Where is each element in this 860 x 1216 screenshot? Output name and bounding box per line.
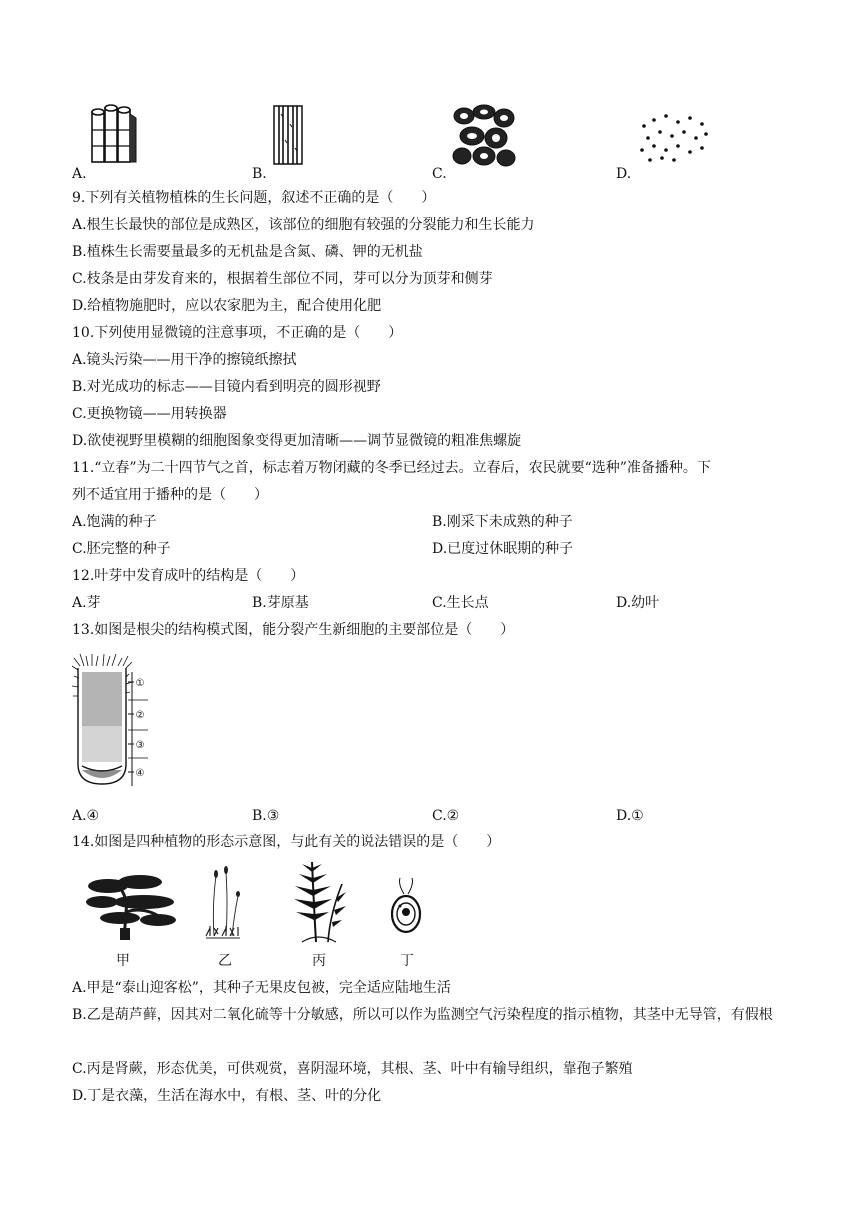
q12-option-a: A.芽: [72, 595, 101, 611]
q10-option-a: A.镜头污染——用干净的擦镜纸擦拭: [72, 352, 297, 368]
pine-tree-image: [84, 872, 180, 942]
q8-image-c: [450, 100, 520, 170]
q8-image-d: [636, 112, 710, 164]
q11-stem-line1: 11.“立春”为二十四节气之首，标志着万物闭藏的冬季已经过去。立春后，农民就要“选种”准备播种。下: [72, 460, 711, 476]
q9-option-a: A.根生长最快的部位是成熟区，该部位的细胞有较强的分裂能力和生长能力: [72, 217, 535, 233]
q13-option-a: A.④: [72, 808, 100, 824]
root-label-1: ①: [135, 678, 145, 689]
root-label-2: ②: [135, 710, 145, 721]
caption-bing: 丙: [312, 953, 326, 969]
q9-option-b: B.植株生长需要量最多的无机盐是含氮、磷、钾的无机盐: [72, 244, 423, 260]
q14-stem: 14.如图是四种植物的形态示意图，与此有关的说法错误的是（ ）: [72, 834, 501, 850]
q14-option-a: A.甲是“泰山迎客松”，其种子无果皮包被，完全适应陆地生活: [72, 980, 451, 996]
q12-option-b: B.芽原基: [252, 595, 309, 611]
q14-option-b: B.乙是葫芦藓，因其对二氧化硫等十分敏感，所以可以作为监测空气污染程度的指示植物，其茎中无导管，有假根: [72, 1007, 773, 1023]
q10-stem: 10.下列使用显微镜的注意事项，不正确的是（ ）: [72, 325, 403, 341]
q8-option-d: D.: [616, 166, 632, 182]
q14-option-c: C.丙是肾蕨，形态优美，可供观赏，喜阴湿环境，其根、茎、叶中有输导组织，靠孢子繁殖: [72, 1061, 633, 1077]
q9-option-c: C.枝条是由芽发育来的，根据着生部位不同，芽可以分为顶芽和侧芽: [72, 271, 493, 287]
root-tip-diagram: [72, 652, 152, 788]
q14-option-d: D.丁是衣藻，生活在海水中，有根、茎、叶的分化: [72, 1088, 382, 1104]
q9-option-d: D.给植物施肥时，应以农家肥为主，配合使用化肥: [72, 298, 382, 314]
q10-option-c: C.更换物镜——用转换器: [72, 406, 227, 422]
q11-option-c: C.胚完整的种子: [72, 541, 171, 557]
caption-ding: 丁: [400, 953, 414, 969]
q12-option-d: D.幼叶: [616, 595, 660, 611]
q10-option-d: D.欲使视野里模糊的细胞图象变得更加清晰——调节显微镜的粗准焦螺旋: [72, 433, 522, 449]
q13-option-b: B.③: [252, 808, 280, 824]
q11-stem-line2: 列不适宜用于播种的是（ ）: [72, 487, 268, 503]
q8-option-a: A.: [72, 166, 87, 182]
q8-option-b: B.: [252, 166, 267, 182]
q8-option-c: C.: [432, 166, 447, 182]
q12-option-c: C.生长点: [432, 595, 489, 611]
chlamydomonas-image: [386, 876, 426, 938]
q13-option-d: D.①: [616, 808, 644, 824]
q12-stem: 12.叶芽中发育成叶的结构是（ ）: [72, 568, 305, 584]
fern-image: [282, 858, 354, 944]
q13-stem: 13.如图是根尖的结构模式图，能分裂产生新细胞的主要部位是（ ）: [72, 622, 515, 638]
moss-image: [200, 866, 244, 942]
q10-option-b: B.对光成功的标志——目镜内看到明亮的圆形视野: [72, 379, 381, 395]
q8-image-b: [270, 104, 306, 166]
q11-option-b: B.刚采下未成熟的种子: [432, 514, 573, 530]
q13-option-c: C.②: [432, 808, 460, 824]
root-label-3: ③: [135, 740, 145, 751]
caption-yi: 乙: [218, 953, 232, 969]
caption-jia: 甲: [116, 953, 130, 969]
q8-image-a: [88, 100, 140, 168]
q11-option-a: A.饱满的种子: [72, 514, 157, 530]
q9-stem: 9.下列有关植物植株的生长问题，叙述不正确的是（ ）: [72, 190, 436, 206]
root-label-4: ④: [135, 768, 145, 779]
q11-option-d: D.已度过休眠期的种子: [432, 541, 574, 557]
